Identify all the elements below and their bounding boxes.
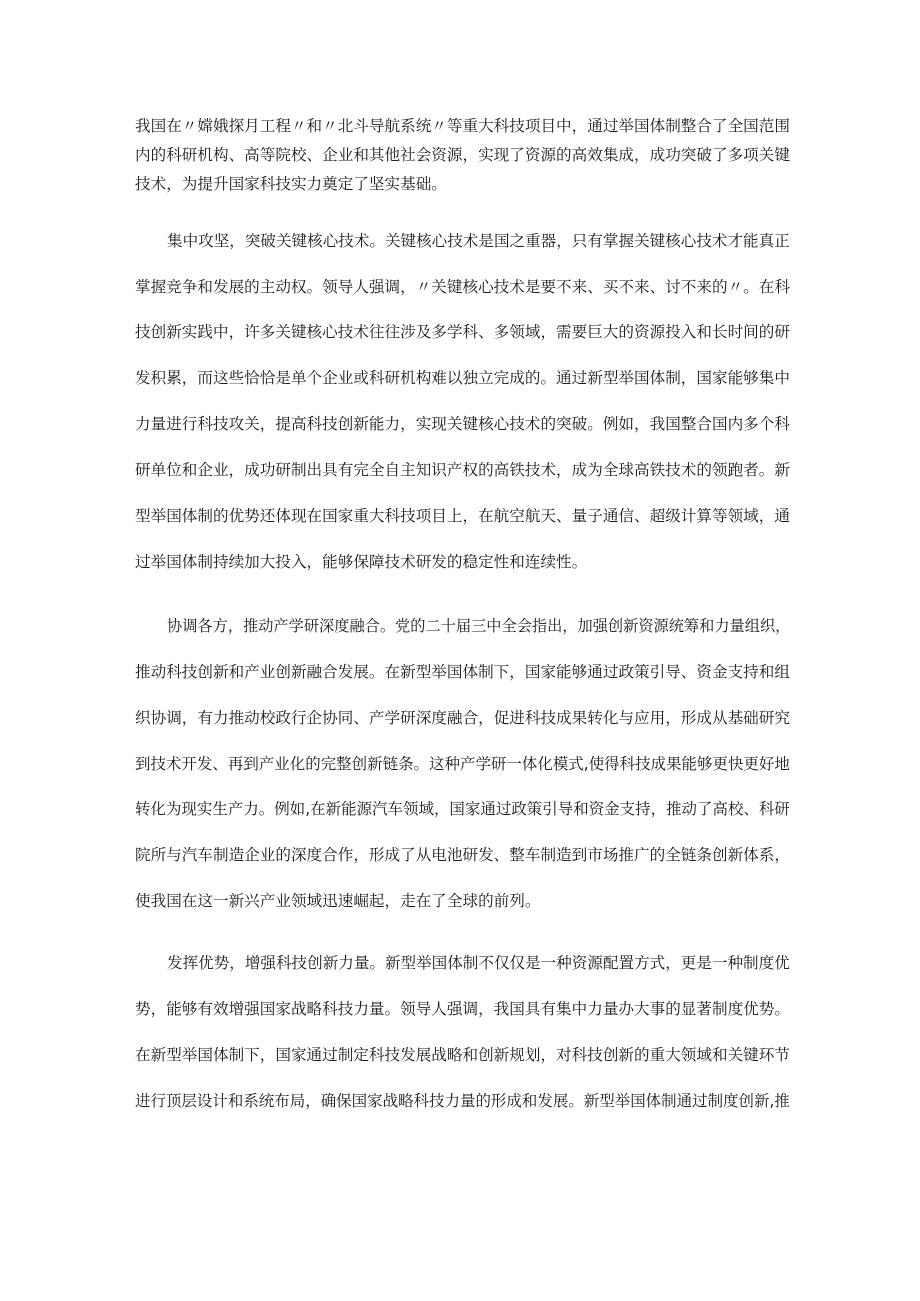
text-line: 内的科研机构、高等院校、企业和其他社会资源，实现了资源的高效集成，成功突破了多项关键 (135, 146, 790, 164)
text-line: 技创新实践中，许多关键核心技术往往涉及多学科、多领域，需要巨大的资源投入和长时间的研 (135, 323, 790, 341)
text-line: 型举国体制的优势还体现在国家重大科技项目上，在航空航天、量子通信、超级计算等领域，通 (135, 507, 790, 525)
text-line: 推动科技创新和产业创新融合发展。在新型举国体制下，国家能够通过政策引导、资金支持和组 (135, 663, 790, 681)
text-line: 发挥优势，增强科技创新力量。新型举国体制不仅仅是一种资源配置方式，更是一种制度优 (167, 954, 790, 972)
text-line: 研单位和企业，成功研制出具有完全自主知识产权的高铁技术，成为全球高铁技术的领跑者。新 (135, 461, 790, 479)
text-line: 我国在〃嫦娥探月工程〃和〃北斗导航系统〃等重大科技项目中，通过举国体制整合了全国范围 (135, 117, 790, 135)
text-line: 掌握竞争和发展的主动权。领导人强调，〃关键核心技术是要不来、买不来、讨不来的〃。在科 (135, 278, 790, 296)
text-line: 转化为现实生产力。例如,在新能源汽车领域，国家通过政策引导和资金支持，推动了高校、科研 (135, 800, 790, 818)
text-line: 使我国在这一新兴产业领域迅速崛起，走在了全球的前列。 (135, 892, 541, 910)
text-line: 集中攻坚，突破关键核心技术。关键核心技术是国之重器，只有掌握关键核心技术才能真正 (167, 232, 790, 250)
text-line: 势，能够有效增强国家战略科技力量。领导人强调，我国具有集中力量办大事的显著制度优势。 (135, 1000, 790, 1018)
text-line: 在新型举国体制下，国家通过制定科技发展战略和创新规划，对科技创新的重大领域和关键环节 (135, 1046, 790, 1064)
text-line: 协调各方，推动产学研深度融合。党的二十届三中全会指出，加强创新资源统筹和力量组织， (167, 617, 791, 635)
text-line: 过举国体制持续加大投入，能够保障技术研发的稳定性和连续性。 (135, 553, 588, 571)
text-line: 发积累，而这些恰恰是单个企业或科研机构难以独立完成的。通过新型举国体制，国家能够集中 (135, 369, 790, 387)
text-line: 院所与汽车制造企业的深度合作，形成了从电池研发、整车制造到市场推广的全链条创新体系， (135, 846, 790, 864)
text-line: 进行顶层设计和系统布局，确保国家战略科技力量的形成和发展。新型举国体制通过制度创新,推 (135, 1092, 790, 1110)
text-line: 到技术开发、再到产业化的完整创新链条。这种产学研一体化模式,使得科技成果能够更快更好地 (135, 755, 790, 773)
text-line: 力量进行科技攻关，提高科技创新能力，实现关键核心技术的突破。例如，我国整合国内多个科 (135, 415, 790, 433)
text-line: 技术，为提升国家科技实力奠定了坚实基础。 (135, 175, 447, 193)
text-line: 织协调，有力推动校政行企协同、产学研深度融合，促进科技成果转化与应用，形成从基础研究 (135, 709, 790, 727)
